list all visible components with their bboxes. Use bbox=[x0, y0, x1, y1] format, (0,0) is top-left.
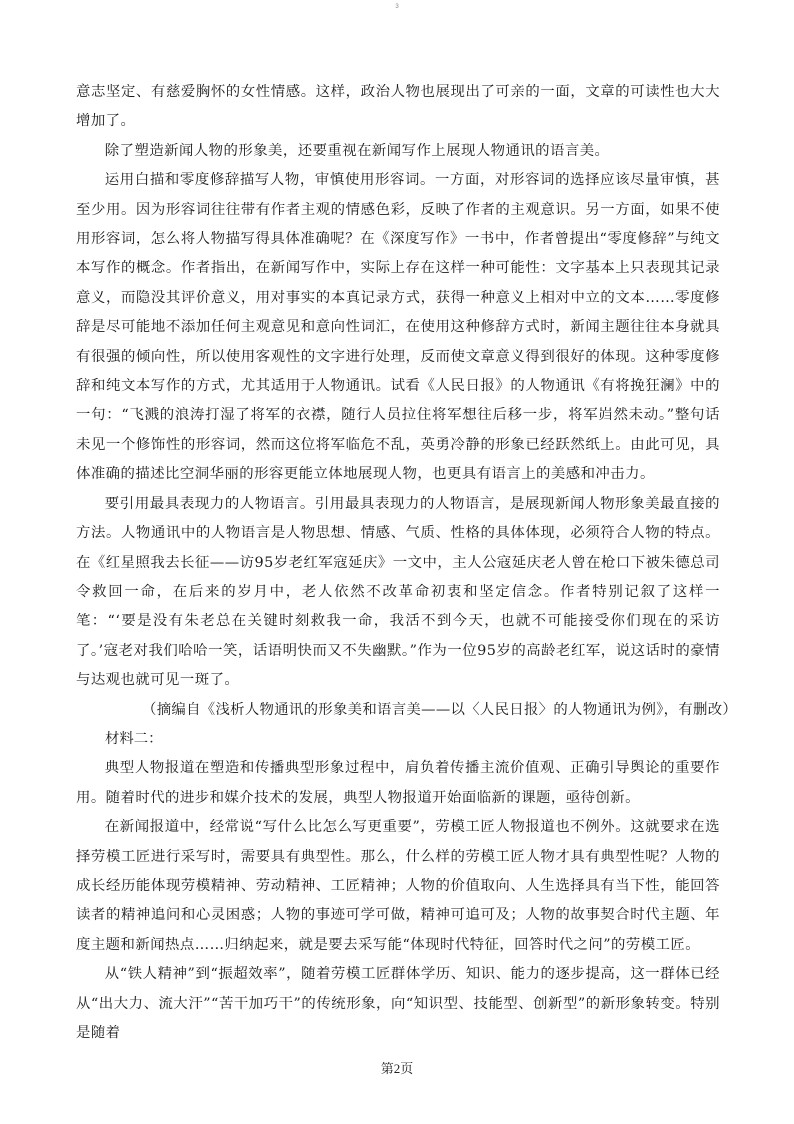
source-citation: （摘编自《浅析人物通讯的形象美和语言美——以〈人民日报〉的人物通讯为例》，有删改） bbox=[142, 701, 738, 718]
paragraph-typical-reporting: 典型人物报道在塑造和传播典型形象过程中，肩负着传播主流价值观、正确引导舆论的重要作用。随着时代的进步和媒介技术的发展，典型人物报道开始面临新的课题，亟待创新。 bbox=[76, 760, 720, 806]
material-two-label: 材料二： bbox=[105, 730, 163, 747]
paragraph-model-worker-selection: 在新闻报道中，经常说“写什么比怎么写更重要”，劳模工匠人物报道也不例外。这就要求在选择劳模工匠进行采写时，需要具有典型性。那么，什么样的劳模工匠人物才具有典型性呢？人物的成长经历能体现劳模精神、劳动精神、工匠精神；人物的价值取向、人生选择具有当下性，能回答读者的精神追问和心灵困惑；人物的事迹可学可做，精神可追可及；人物的故事契合时代主题、年度主题和新闻热点……归纳起来，就是要去采写能“体现时代特征，回答时代之问”的劳模工匠。 bbox=[76, 819, 720, 953]
page-top-mark: 3 bbox=[395, 4, 399, 10]
document-body bbox=[76, 78, 738, 1048]
paragraph-language-beauty-intro: 除了塑造新闻人物的形象美，还要重视在新闻写作上展现人物通讯的语言美。 bbox=[104, 142, 610, 159]
paragraph-continuation: 意志坚定、有慈爱胸怀的女性情感。这样，政治人物也展现出了可亲的一面，文章的可读性也大大增加了。 bbox=[76, 84, 720, 130]
paragraph-zero-rhetoric: 运用白描和零度修辞描写人物，审慎使用形容词。一方面，对形容词的选择应该尽量审慎，甚至少用。因为形容词往往带有作者主观的情感色彩，反映了作者的主观意识。另一方面，如果不使用形容词，怎么将人物描写得具体准确呢？在《深度写作》一书中，作者曾提出“零度修辞”与纯文本写作的概念。作者指出，在新闻写作中，实际上存在这样一种可能性：文字基本上只表现其记录意义，而隐没其评价意义，用对事实的本真记录方式，获得一种意义上相对中立的文本……零度修辞是尽可能地不添加任何主观意见和意向性词汇，在使用这种修辞方式时，新闻主题往往本身就具有很强的倾向性，所以使用客观性的文字进行处理，反而使文章意义得到很好的体现。这种零度修辞和纯文本写作的方式，尤其适用于人物通讯。试看《人民日报》的人物通讯《有将挽狂澜》中的一句：“飞溅的浪涛打湿了将军的衣襟，随行人员拉住将军想往后移一步，将军岿然未动。”整句话未见一个修饰性的形容词，然而这位将军临危不乱，英勇冷静的形象已经跃然纸上。由此可见，具体准确的描述比空洞华丽的形容更能立体地展现人物，也更具有语言上的美感和冲击力。 bbox=[76, 172, 720, 483]
paragraph-image-transformation: 从“铁人精神”到“振超效率”，随着劳模工匠群体学历、知识、能力的逐步提高，这一群体已经从“出大力、流大汗”“苦干加巧干”的传统形象，向“知识型、技能型、创新型”的新形象转变。特别是随着 bbox=[76, 966, 720, 1041]
paragraph-character-quotes: 要引用最具表现力的人物语言。引用最具表现力的人物语言，是展现新闻人物形象美最直接的方法。人物通讯中的人物语言是人物思想、情感、气质、性格的具体体现，必须符合人物的特点。在《红星照我去长征——访95岁老红军寇延庆》一文中，主人公寇延庆老人曾在枪口下被朱德总司令救回一命，在后来的岁月中，老人依然不改革命初衷和坚定信念。作者特别记叙了这样一笔：“‘要是没有朱老总在关键时刻救我一命，我活不到今天，也就不可能接受你们现在的采访了。’寇老对我们哈哈一笑，话语明快而又不失幽默。”作为一位95岁的高龄老红军，说这话时的豪情与达观也就可见一斑了。 bbox=[76, 495, 720, 689]
page-number: 第2页 bbox=[380, 1061, 414, 1076]
